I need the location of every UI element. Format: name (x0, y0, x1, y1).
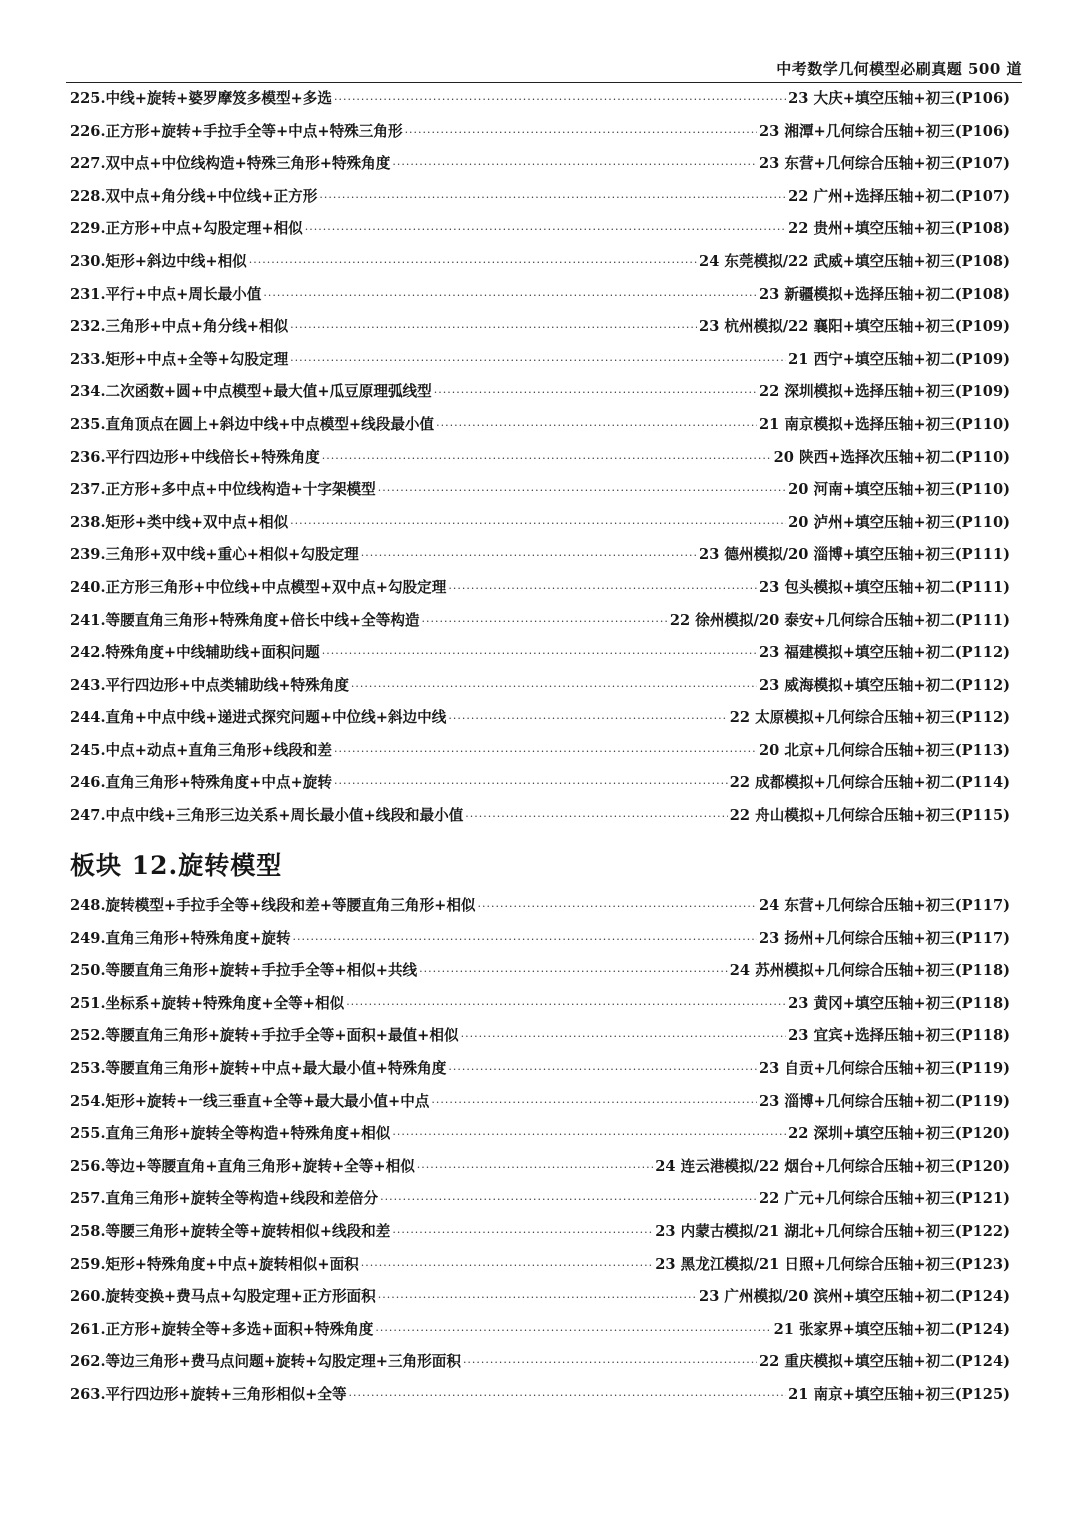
entry-number: 259. (70, 1255, 106, 1273)
entry-number: 227. (70, 155, 106, 173)
dot-leader (405, 126, 757, 139)
entry-number: 248. (70, 897, 106, 914)
entry-topic: 三角形+中点+角分线+相似 (105, 318, 289, 336)
dot-leader (349, 1389, 787, 1402)
dot-leader (290, 354, 786, 367)
entry-source: 23 德州模拟/20 淄博+填空压轴+初三(P111) (699, 546, 1010, 564)
entry-number: 261. (70, 1320, 106, 1338)
list-item (70, 1090, 1010, 1123)
entry-topic: 等腰三角形+旋转全等+旋转相似+线段和差 (105, 1222, 391, 1240)
dot-leader (448, 582, 757, 595)
dot-leader (322, 647, 757, 660)
entry-number: 238. (70, 513, 106, 531)
entry-topic: 平行+中点+周长最小值 (105, 285, 262, 303)
entry-topic: 正方形三角形+中位线+中点模型+双中点+勾股定理 (105, 578, 447, 596)
entry-topic: 等边+等腰直角+直角三角形+旋转+全等+相似 (105, 1157, 415, 1175)
entry-number: 234. (70, 383, 106, 401)
list-item (70, 1253, 1010, 1286)
list-item (70, 706, 1010, 739)
list-item (70, 315, 1010, 348)
entry-source: 23 扬州+几何综合压轴+初三(P117) (758, 929, 1010, 947)
dot-leader (436, 419, 757, 432)
entry-topic: 双中点+中位线构造+特殊三角形+特殊角度 (105, 155, 391, 173)
list-item (70, 739, 1010, 772)
entry-source: 23 湘潭+几何综合压轴+初三(P106) (758, 122, 1010, 140)
list-item (70, 1383, 1010, 1416)
list-item (70, 543, 1010, 576)
entry-number: 229. (70, 220, 106, 238)
entry-number: 233. (70, 350, 106, 368)
entry-source: 21 西宁+填空压轴+初二(P109) (788, 350, 1010, 368)
entry-source: 22 太原模拟+几何综合压轴+初三(P112) (729, 709, 1010, 727)
entry-number: 243. (70, 676, 106, 694)
entry-topic: 直角三角形+特殊角度+中点+旋转 (105, 774, 332, 792)
entry-source: 22 深圳模拟+选择压轴+初三(P109) (758, 383, 1010, 401)
entry-number: 257. (70, 1190, 106, 1208)
entry-number: 226. (70, 122, 106, 140)
entry-topic: 坐标系+旋转+特殊角度+全等+相似 (105, 994, 345, 1012)
entry-source: 24 东莞模拟/22 武威+填空压轴+初三(P108) (699, 252, 1010, 270)
dot-leader (465, 810, 727, 823)
dot-leader (461, 1030, 787, 1043)
entry-topic: 正方形+多中点+中位线构造+十字架模型 (105, 481, 376, 499)
dot-leader (380, 1193, 757, 1206)
entry-topic: 正方形+旋转全等+多选+面积+特殊角度 (105, 1320, 374, 1338)
entry-number: 244. (70, 709, 106, 727)
entry-number: 256. (70, 1157, 106, 1175)
entry-source: 22 舟山模拟+几何综合压轴+初三(P115) (729, 807, 1010, 825)
entry-topic: 直角三角形+特殊角度+旋转 (105, 929, 291, 947)
entry-topic: 中点+动点+直角三角形+线段和差 (105, 741, 332, 759)
list-item (70, 283, 1010, 316)
dot-leader (305, 223, 786, 236)
list-item (70, 217, 1010, 250)
entry-topic: 正方形+旋转+手拉手全等+中点+特殊三角形 (105, 122, 403, 140)
entry-source: 23 黄冈+填空压轴+初三(P118) (788, 994, 1010, 1012)
entry-number: 240. (70, 578, 106, 596)
dot-leader (392, 1226, 653, 1239)
list-item (70, 804, 1010, 837)
dot-leader (351, 680, 757, 693)
list-item (70, 1122, 1010, 1155)
entry-source: 23 包头模拟+填空压轴+初二(P111) (758, 578, 1010, 596)
entry-number: 237. (70, 481, 106, 499)
list-item (70, 1024, 1010, 1057)
dot-leader (419, 965, 728, 978)
entry-topic: 矩形+中点+全等+勾股定理 (105, 350, 289, 368)
entry-number: 239. (70, 546, 106, 564)
entry-source: 20 陕西+选择次压轴+初二(P110) (773, 448, 1010, 466)
list-item (70, 771, 1010, 804)
entry-number: 230. (70, 252, 106, 270)
entry-topic: 直角+中点中线+递进式探究问题+中位线+斜边中线 (105, 709, 447, 727)
entry-source: 23 杭州模拟/22 襄阳+填空压轴+初三(P109) (699, 318, 1010, 336)
entry-source: 22 徐州模拟/20 泰安+几何综合压轴+初二(P111) (669, 611, 1010, 629)
list-item (70, 120, 1010, 153)
list-item (70, 478, 1010, 511)
entry-source: 23 自贡+几何综合压轴+初三(P119) (758, 1059, 1010, 1077)
dot-leader (422, 615, 668, 628)
entry-number: 252. (70, 1027, 106, 1045)
dot-leader (448, 712, 727, 725)
dot-leader (378, 484, 786, 497)
entry-source: 20 河南+填空压轴+初三(P110) (788, 481, 1010, 499)
entry-topic: 中线+旋转+婆罗摩笈多模型+多选 (105, 90, 332, 107)
list-item (70, 250, 1010, 283)
dot-leader (290, 517, 786, 530)
entry-number: 242. (70, 644, 106, 662)
dot-leader (375, 1324, 771, 1337)
entry-source: 24 苏州模拟+几何综合压轴+初三(P118) (729, 962, 1010, 980)
entry-topic: 旋转变换+费马点+勾股定理+正方形面积 (105, 1288, 376, 1306)
entry-source: 23 广州模拟/20 滨州+填空压轴+初二(P124) (699, 1288, 1010, 1306)
list-item (70, 152, 1010, 185)
entry-topic: 三角形+双中线+重心+相似+勾股定理 (105, 546, 359, 564)
entry-source: 22 重庆模拟+填空压轴+初二(P124) (758, 1353, 1010, 1371)
entry-topic: 等腰直角三角形+旋转+手拉手全等+面积+最值+相似 (105, 1027, 459, 1045)
section-title: 板块 12.旋转模型 (70, 851, 283, 880)
list-item (70, 185, 1010, 218)
entry-number: 241. (70, 611, 106, 629)
entry-topic: 矩形+类中线+双中点+相似 (105, 513, 289, 531)
entry-number: 245. (70, 741, 106, 759)
list-item (70, 1057, 1010, 1090)
dot-leader (319, 191, 786, 204)
entry-topic: 特殊角度+中线辅助线+面积问题 (105, 644, 320, 662)
dot-leader (392, 1128, 786, 1141)
entry-topic: 旋转模型+手拉手全等+线段和差+等腰直角三角形+相似 (105, 897, 476, 914)
dot-leader (448, 1063, 757, 1076)
list-item (70, 380, 1010, 413)
entry-topic: 等腰直角三角形+特殊角度+倍长中线+全等构造 (105, 611, 420, 629)
entry-source: 23 宜宾+选择压轴+初三(P118) (788, 1027, 1010, 1045)
entry-topic: 平行四边形+旋转+三角形相似+全等 (105, 1385, 347, 1403)
entry-number: 246. (70, 774, 106, 792)
entry-source: 23 大庆+填空压轴+初三(P106) (788, 90, 1010, 107)
entry-number: 247. (70, 807, 106, 825)
book-title: 中考数学几何模型必刷真题 500 道 (776, 60, 1022, 78)
dot-leader (361, 549, 697, 562)
entry-number: 235. (70, 415, 106, 433)
list-item (70, 1187, 1010, 1220)
list-item (70, 992, 1010, 1025)
entry-number: 263. (70, 1385, 106, 1403)
page-header (66, 52, 1022, 83)
entry-number: 260. (70, 1288, 106, 1306)
dot-leader (334, 777, 728, 790)
entry-number: 249. (70, 929, 106, 947)
list-item (70, 1285, 1010, 1318)
entry-number: 225. (70, 90, 106, 107)
list-item (70, 348, 1010, 381)
entry-topic: 直角顶点在圆上+斜边中线+中点模型+线段最小值 (105, 415, 435, 433)
entry-number: 255. (70, 1125, 106, 1143)
entry-topic: 正方形+中点+勾股定理+相似 (105, 220, 303, 238)
list-item (70, 674, 1010, 707)
entry-number: 250. (70, 962, 106, 980)
list-item (70, 1350, 1010, 1383)
entry-topic: 二次函数+圆+中点模型+最大值+瓜豆原理弧线型 (105, 383, 432, 401)
entry-topic: 矩形+旋转+一线三垂直+全等+最大最小值+中点 (105, 1092, 430, 1110)
entry-source: 21 张家界+填空压轴+初二(P124) (773, 1320, 1010, 1338)
entry-list-top (70, 87, 1010, 837)
dot-leader (392, 158, 757, 171)
dot-leader (263, 289, 757, 302)
dot-leader (346, 998, 786, 1011)
entry-source: 24 东营+几何综合压轴+初三(P117) (758, 897, 1010, 914)
list-item (70, 576, 1010, 609)
dot-leader (334, 93, 786, 106)
entry-number: 262. (70, 1353, 106, 1371)
entry-source: 23 东营+几何综合压轴+初三(P107) (758, 155, 1010, 173)
list-item (70, 87, 1010, 120)
entry-source: 23 淄博+几何综合压轴+初二(P119) (758, 1092, 1010, 1110)
list-item (70, 1318, 1010, 1351)
entry-topic: 等腰直角三角形+旋转+手拉手全等+相似+共线 (105, 962, 418, 980)
dot-leader (434, 386, 757, 399)
entry-source: 23 威海模拟+填空压轴+初二(P112) (758, 676, 1010, 694)
entry-source: 22 广元+几何综合压轴+初三(P121) (758, 1190, 1010, 1208)
entry-topic: 平行四边形+中点类辅助线+特殊角度 (105, 676, 349, 694)
entry-source: 22 广州+选择压轴+初二(P107) (788, 187, 1010, 205)
entry-number: 258. (70, 1222, 106, 1240)
dot-leader (334, 745, 757, 758)
entry-source: 21 南京模拟+选择压轴+初三(P110) (758, 415, 1010, 433)
entry-topic: 平行四边形+中线倍长+特殊角度 (105, 448, 320, 466)
entry-list-bottom (70, 894, 1010, 1416)
entry-source: 22 贵州+填空压轴+初三(P108) (788, 220, 1010, 238)
entry-source: 22 成都模拟+几何综合压轴+初二(P114) (729, 774, 1010, 792)
list-item (70, 1155, 1010, 1188)
entry-source: 23 新疆模拟+选择压轴+初二(P108) (758, 285, 1010, 303)
entry-source: 22 深圳+填空压轴+初三(P120) (788, 1125, 1010, 1143)
list-item (70, 413, 1010, 446)
entry-topic: 等腰直角三角形+旋转+中点+最大最小值+特殊角度 (105, 1059, 447, 1077)
entry-source: 24 连云港模拟/22 烟台+几何综合压轴+初三(P120) (655, 1157, 1010, 1175)
entry-source: 21 南京+填空压轴+初三(P125) (788, 1385, 1010, 1403)
entry-topic: 直角三角形+旋转全等构造+特殊角度+相似 (105, 1125, 391, 1143)
entry-number: 228. (70, 187, 106, 205)
entry-topic: 双中点+角分线+中位线+正方形 (105, 187, 318, 205)
entry-topic: 矩形+斜边中线+相似 (105, 252, 247, 270)
entry-source: 20 北京+几何综合压轴+初三(P113) (758, 741, 1010, 759)
entry-topic: 直角三角形+旋转全等构造+线段和差倍分 (105, 1190, 379, 1208)
list-item (70, 959, 1010, 992)
list-item (70, 511, 1010, 544)
entry-number: 253. (70, 1059, 106, 1077)
entry-number: 254. (70, 1092, 106, 1110)
dot-leader (293, 933, 757, 946)
entry-source: 20 泸州+填空压轴+初三(P110) (788, 513, 1010, 531)
list-item (70, 927, 1010, 960)
entry-source: 23 黑龙江模拟/21 日照+几何综合压轴+初三(P123) (655, 1255, 1010, 1273)
dot-leader (249, 256, 697, 269)
dot-leader (431, 1096, 757, 1109)
list-item (70, 1220, 1010, 1253)
dot-leader (478, 900, 757, 913)
list-item (70, 446, 1010, 479)
entry-number: 251. (70, 994, 106, 1012)
entry-topic: 矩形+特殊角度+中点+旋转相似+面积 (105, 1255, 359, 1273)
entry-topic: 等边三角形+费马点问题+旋转+勾股定理+三角形面积 (105, 1353, 461, 1371)
dot-leader (322, 452, 772, 465)
entry-number: 232. (70, 318, 106, 336)
list-item (70, 641, 1010, 674)
entry-topic: 中点中线+三角形三边关系+周长最小值+线段和最小值 (105, 807, 464, 825)
entry-source: 23 内蒙古模拟/21 湖北+几何综合压轴+初三(P122) (655, 1222, 1010, 1240)
dot-leader (290, 321, 697, 334)
entry-source: 23 福建模拟+填空压轴+初二(P112) (758, 644, 1010, 662)
list-item (70, 894, 1010, 927)
dot-leader (463, 1356, 757, 1369)
dot-leader (378, 1291, 697, 1304)
dot-leader (361, 1259, 653, 1272)
entry-number: 231. (70, 285, 106, 303)
entry-number: 236. (70, 448, 106, 466)
dot-leader (417, 1161, 653, 1174)
list-item (70, 609, 1010, 642)
